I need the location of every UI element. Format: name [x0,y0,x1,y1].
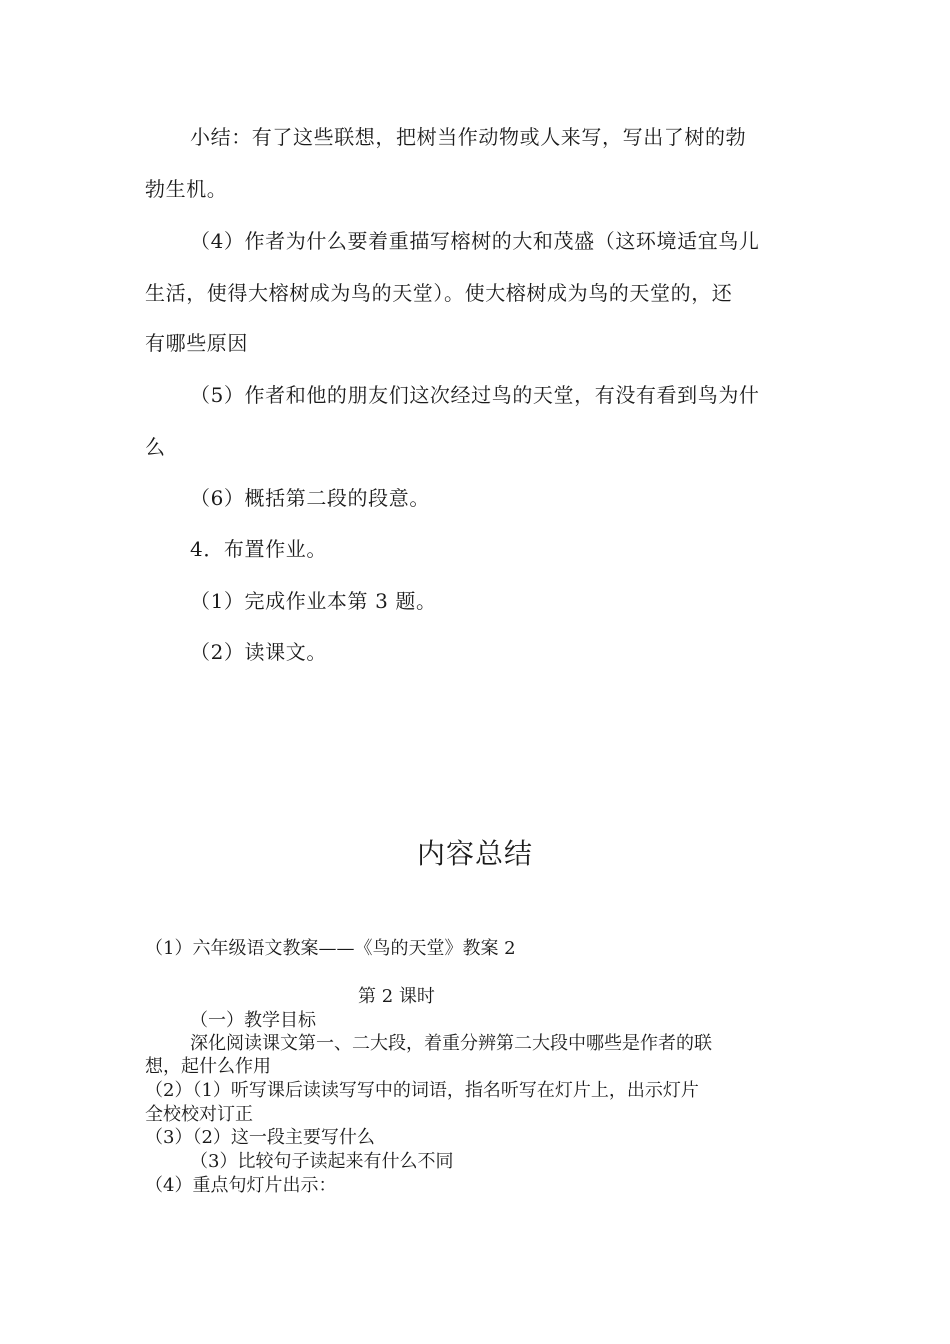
question-6: （6）概括第二段的段意。 [190,486,430,510]
paragraph-summary-line-1: 小结：有了这些联想，把树当作动物或人来写，写出了树的勃 [190,125,747,149]
homework-item-2: （2）读课文。 [190,640,327,664]
summary-line-7: 全校校对订正 [145,1104,253,1125]
question-5-line-1: （5）作者和他的朋友们这次经过鸟的天堂，有没有看到鸟为什 [190,383,760,407]
summary-line-2: 第 2 课时 [358,986,435,1007]
summary-line-5: 想，起什么作用 [145,1056,271,1077]
paragraph-summary-line-2: 勃生机。 [145,177,228,201]
summary-line-3: （一）教学目标 [190,1010,316,1031]
homework-item-1: （1）完成作业本第 3 题。 [190,589,437,613]
summary-line-8: （3）（2）这一段主要写什么 [145,1127,375,1148]
question-5-line-2: 么 [145,435,166,459]
summary-heading: 内容总结 [416,837,533,870]
summary-line-6: （2）（1）听写课后读读写写中的词语，指名听写在灯片上，出示灯片 [145,1080,699,1101]
question-4-line-3: 有哪些原因 [145,331,248,355]
question-4-line-2: 生活，使得大榕树成为鸟的天堂）。使大榕树成为鸟的天堂的，还 [145,281,733,305]
question-4-line-1: （4）作者为什么要着重描写榕树的大和茂盛（这环境适宜鸟儿 [190,229,760,253]
summary-line-9: （3）比较句子读起来有什么不同 [190,1151,454,1172]
summary-line-10: （4）重点句灯片出示： [145,1175,337,1196]
homework-heading: 4．布置作业。 [190,537,327,561]
summary-line-1: （1）六年级语文教案——《鸟的天堂》教案 2 [145,938,516,959]
summary-line-4: 深化阅读课文第一、二大段，着重分辨第二大段中哪些是作者的联 [190,1033,712,1054]
